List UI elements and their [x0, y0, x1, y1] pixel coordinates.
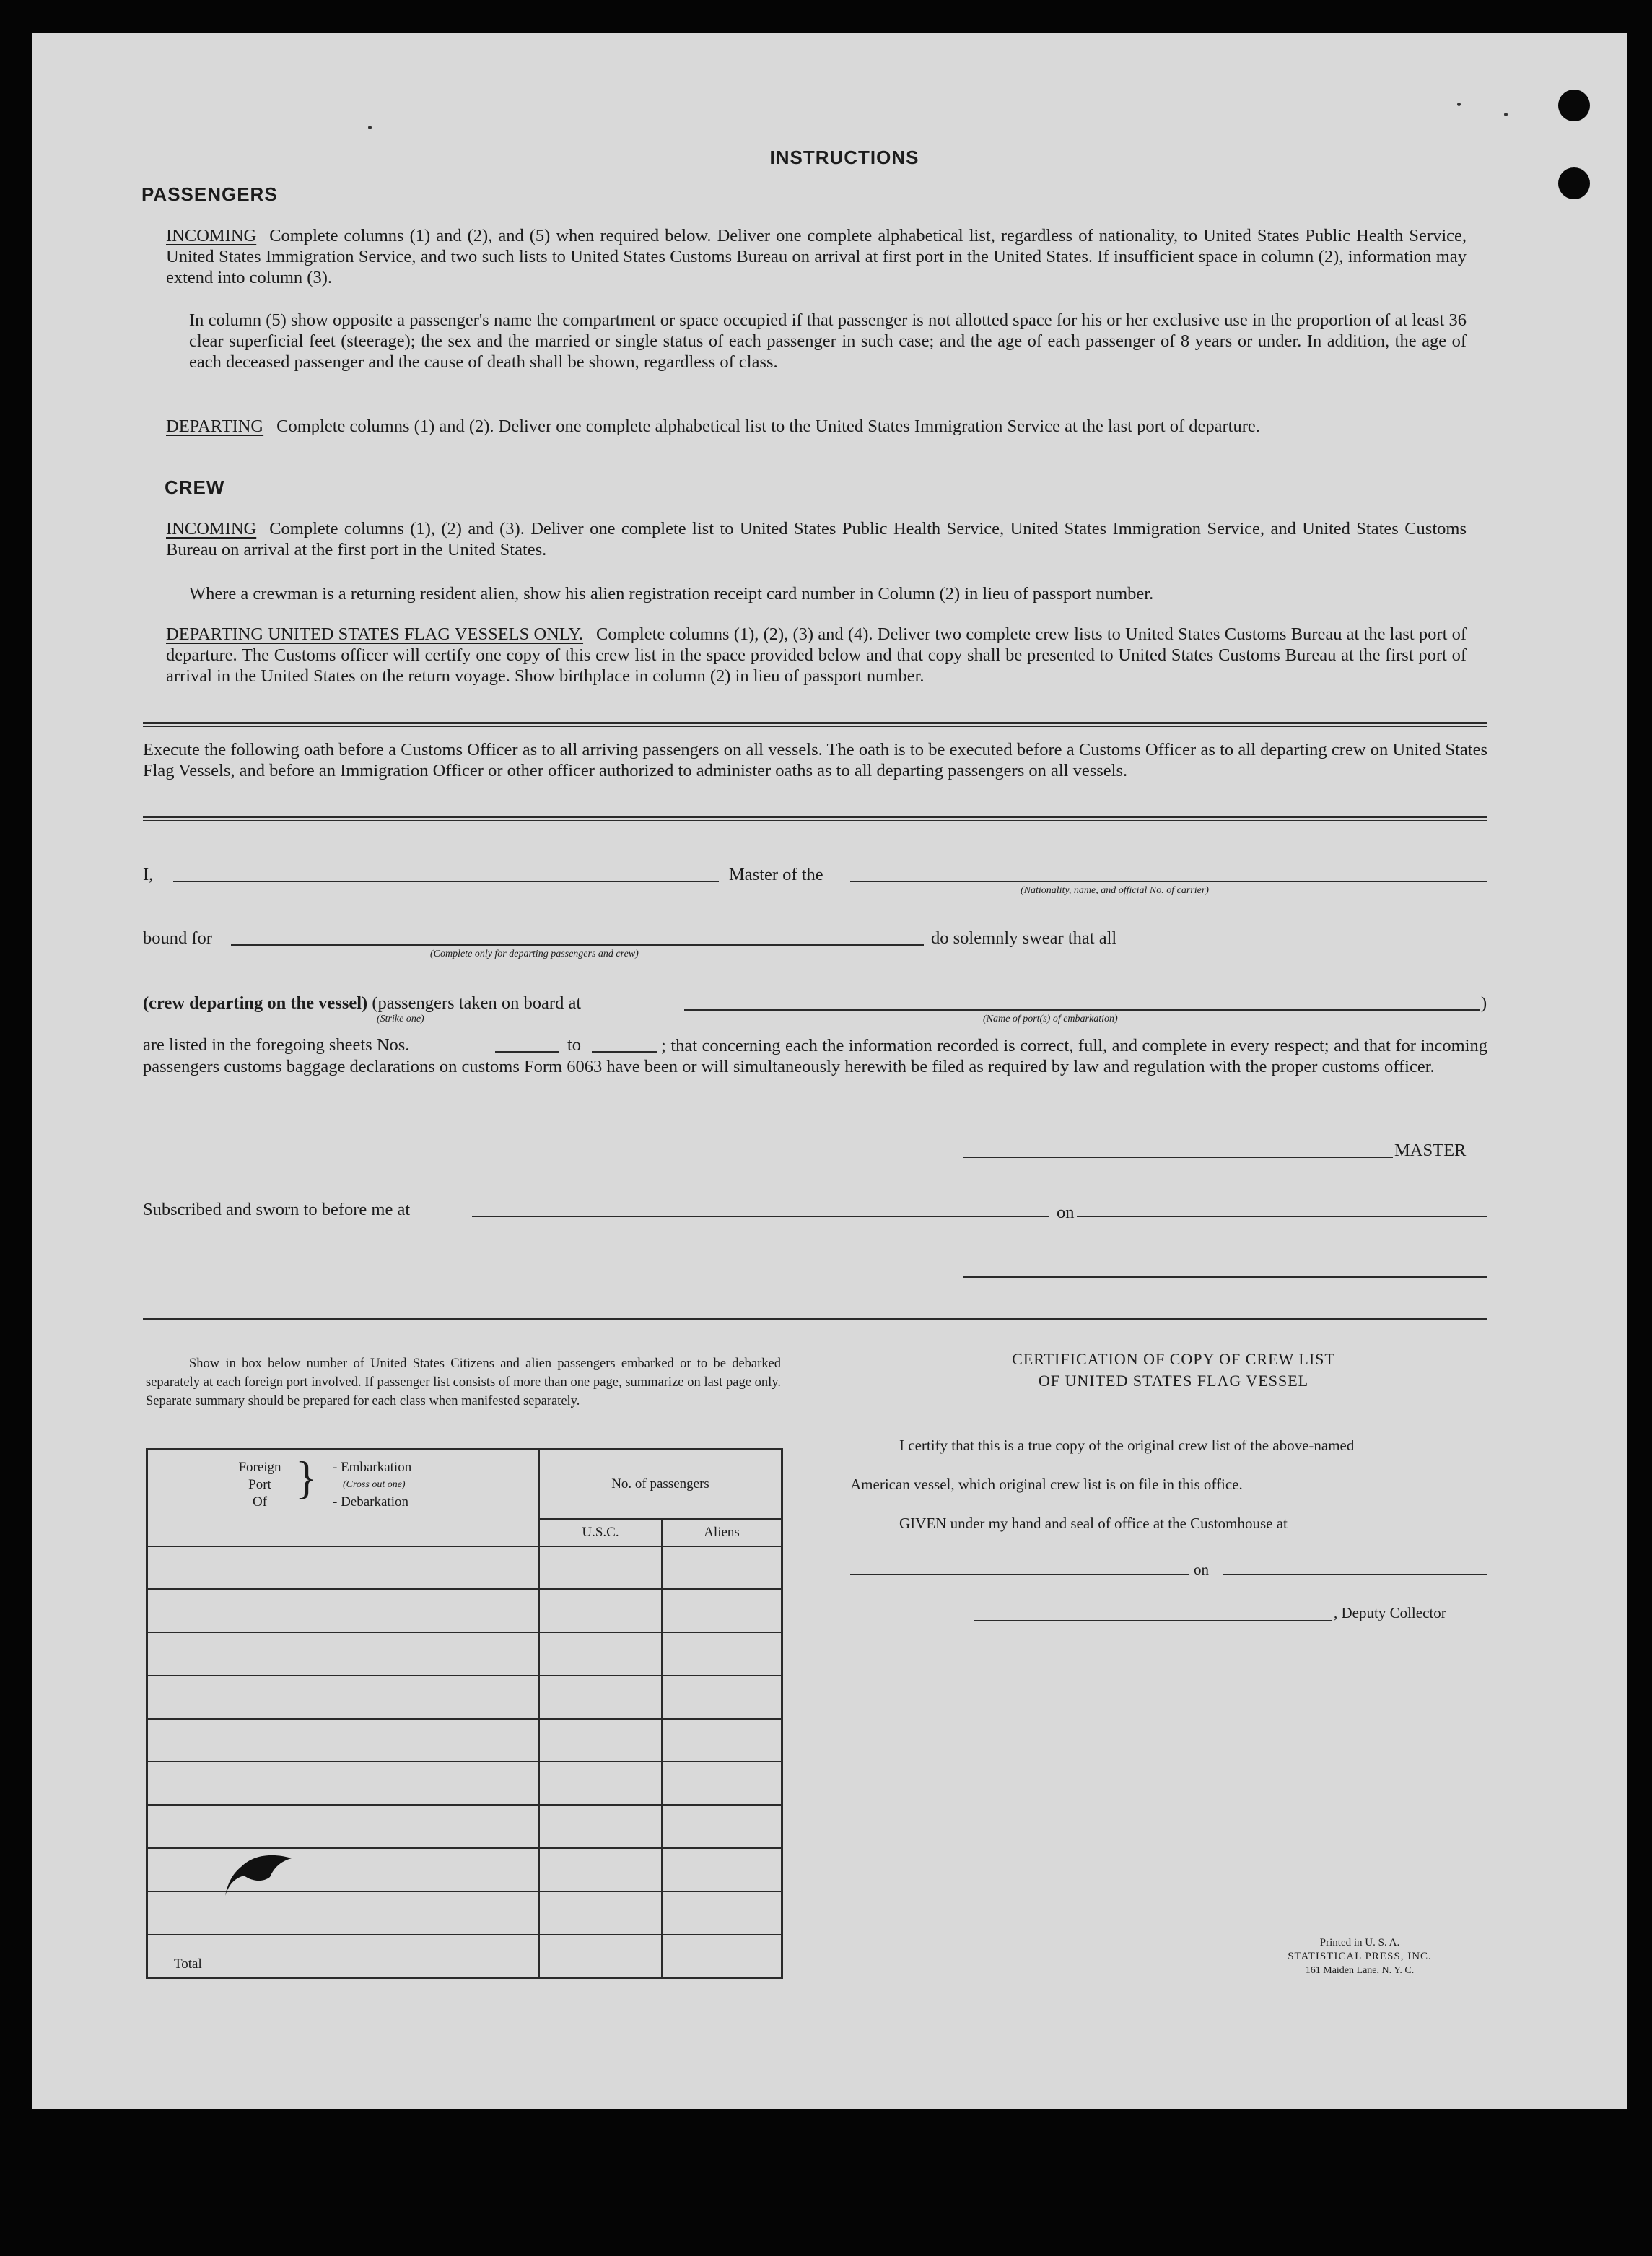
total-label: Total: [174, 1956, 202, 1972]
port-cell[interactable]: [147, 1719, 540, 1762]
table-row: [147, 1761, 782, 1805]
usc-cell[interactable]: [539, 1761, 662, 1805]
bound-for-caption: (Complete only for departing passengers and crew): [430, 949, 639, 959]
printer-line1: Printed in U. S. A.: [1319, 1937, 1400, 1948]
certification-title: [943, 1349, 1404, 1392]
port-cell[interactable]: [147, 1546, 540, 1590]
printer-line2: STATISTICAL PRESS, INC.: [1288, 1951, 1432, 1962]
port-cell[interactable]: [147, 1761, 540, 1805]
aliens-cell[interactable]: [662, 1761, 782, 1805]
passengers-departing-label: DEPARTING: [166, 417, 264, 436]
usc-cell[interactable]: [539, 1805, 662, 1848]
oath-statement-text: ; that concerning each the information recorded is correct, full, and complete in every respect; and that for incoming passengers customs baggage declarations on customs Form 6063 have been or will simultaneously herewith be filed as required by law and regulation with the proper customs officer.: [143, 1036, 1487, 1076]
summary-instruction: Show in box below number of United States Citizens and alien passengers embarked or to be debarked separately at each foreign port involved. If passenger list consists of more than one page, summarize on last page only. Separate summary should be prepared for each class when manifested separately.: [146, 1356, 781, 1408]
table-row: [147, 1719, 782, 1762]
solemnly-swear-label: do solemnly swear that all: [931, 928, 1117, 948]
foreign-label: Foreign: [238, 1460, 281, 1475]
port-cell[interactable]: [147, 1805, 540, 1848]
port-cell[interactable]: [147, 1676, 540, 1719]
usc-cell[interactable]: [539, 1891, 662, 1935]
aliens-cell[interactable]: [662, 1848, 782, 1891]
total-cell: [147, 1935, 540, 1978]
aliens-cell[interactable]: [662, 1546, 782, 1590]
sheets-label: are listed in the foregoing sheets Nos.: [143, 1035, 410, 1055]
subscribed-label: Subscribed and sworn to before me at: [143, 1200, 411, 1219]
usc-cell[interactable]: [539, 1676, 662, 1719]
speck: [1457, 103, 1461, 106]
customhouse-field[interactable]: [850, 1574, 1189, 1575]
officer-signature-field[interactable]: [963, 1276, 1487, 1278]
aliens-cell[interactable]: [662, 1632, 782, 1676]
deputy-collector-label: , Deputy Collector: [1334, 1604, 1446, 1621]
no-of-passengers-header: No. of passengers: [539, 1450, 782, 1519]
brace-icon: }: [295, 1452, 318, 1503]
aliens-cell[interactable]: [662, 1676, 782, 1719]
crew-departing-option: [143, 993, 581, 1014]
aliens-cell[interactable]: [662, 1589, 782, 1632]
master-name-field[interactable]: [173, 881, 719, 882]
port-field[interactable]: [684, 1009, 1480, 1011]
master-of-the-label: Master of the: [729, 865, 823, 884]
deputy-collector-signature-field[interactable]: [974, 1620, 1332, 1621]
crew-incoming-instruction: [166, 518, 1467, 560]
sworn-on-field[interactable]: [1077, 1216, 1487, 1217]
speck: [368, 126, 372, 129]
printer-imprint: [1251, 1936, 1468, 1977]
passengers-incoming-label: INCOMING: [166, 226, 257, 245]
bound-for-field[interactable]: [231, 944, 924, 946]
usc-header: U.S.C.: [539, 1519, 662, 1546]
aliens-cell[interactable]: [662, 1891, 782, 1935]
cert-date-field[interactable]: [1223, 1574, 1487, 1575]
strike-one-caption: (Strike one): [377, 1014, 424, 1024]
passengers-column5-instruction: In column (5) show opposite a passenger's name the compartment or space occupied if that passenger is not allotted space for his or her exclusive use in the proportion of at least 36 clear superficial feet (steerage); the sex and the married or single status of each passenger in such case; and the age of each passenger of 8 years or under. In addition, the age of each deceased passenger and the cause of death shall be shown, regardless of class.: [189, 310, 1467, 372]
certify-line-2: American vessel, which original crew list is on file in this office.: [850, 1476, 1243, 1493]
table-row: [147, 1546, 782, 1590]
usc-cell[interactable]: [539, 1632, 662, 1676]
crew-departing-text: (crew departing on the vessel): [143, 993, 368, 1013]
total-row: [147, 1935, 782, 1978]
instructions-title: INSTRUCTIONS: [769, 147, 919, 168]
bound-for-label: bound for: [143, 928, 212, 948]
crew-departing-label: DEPARTING UNITED STATES FLAG VESSELS ONLY.: [166, 624, 584, 644]
passengers-heading: PASSENGERS: [141, 183, 278, 205]
passengers-departing-text: Complete columns (1) and (2). Deliver one complete alphabetical list to the United States Immigration Service at the last port of departure.: [276, 417, 1260, 436]
crew-departing-instruction: [166, 624, 1467, 687]
embarkation-label: - Embarkation: [333, 1460, 412, 1475]
divider-rule: [143, 816, 1487, 821]
debarkation-label: - Debarkation: [333, 1494, 408, 1510]
divider-rule: [143, 722, 1487, 727]
usc-cell[interactable]: [539, 1848, 662, 1891]
sworn-at-field[interactable]: [472, 1216, 1049, 1217]
ink-blot: [212, 1838, 313, 1903]
oath-instruction: Execute the following oath before a Customs Officer as to all arriving passengers on all vessels. The oath is to be executed before a Customs Officer as to all departing crew on United States Flag Vessels, and before an Immigration Officer or other officer authorized to administer oaths as to all departing passengers on all vessels.: [143, 740, 1487, 780]
master-signature-field[interactable]: [963, 1157, 1393, 1158]
master-label: MASTER: [1394, 1141, 1467, 1160]
cert-on-label: on: [1194, 1561, 1209, 1578]
usc-total-cell[interactable]: [539, 1935, 662, 1978]
oath-statement: [143, 1035, 1487, 1077]
printer-line3: 161 Maiden Lane, N. Y. C.: [1305, 1965, 1415, 1976]
table-row: [147, 1632, 782, 1676]
table-row: [147, 1676, 782, 1719]
crew-resident-instruction: Where a crewman is a returning resident alien, show his alien registration receipt card number in Column (2) in lieu of passport number.: [189, 584, 1154, 604]
oath-i-label: I,: [143, 865, 154, 884]
usc-cell[interactable]: [539, 1589, 662, 1632]
port-label: Port: [248, 1477, 271, 1492]
table-row: [147, 1589, 782, 1632]
cross-out-caption: (Cross out one): [343, 1479, 406, 1490]
certification-title-line2: OF UNITED STATES FLAG VESSEL: [1038, 1372, 1309, 1390]
port-cell[interactable]: [147, 1589, 540, 1632]
aliens-header: Aliens: [662, 1519, 782, 1546]
on-label: on: [1057, 1203, 1075, 1222]
port-caption: (Name of port(s) of embarkation): [983, 1014, 1118, 1024]
passengers-incoming-text: Complete columns (1) and (2), and (5) when required below. Deliver one complete alphabetical list, regardless of nationality, to United States Public Health Service, United States Immigration Service, and two such lists to United States Customs Bureau on arrival at first port in the United States. If insufficient space in column (2), information may extend into column (3).: [166, 226, 1467, 287]
close-paren: ): [1481, 993, 1487, 1013]
crew-incoming-label: INCOMING: [166, 519, 257, 539]
punch-hole-bottom: [1558, 167, 1590, 199]
divider-rule: [143, 1318, 1487, 1323]
crew-incoming-text: Complete columns (1), (2) and (3). Deliver one complete list to United States Public Health Service, United States Immigration Service, and United States Customs Bureau on arrival at the first port in the United States.: [166, 519, 1467, 559]
port-header-cell: [147, 1450, 540, 1546]
nationality-caption: (Nationality, name, and official No. of carrier): [1021, 885, 1209, 896]
crew-departing-text: Complete columns (1), (2), (3) and (4). Deliver two complete crew lists to United States Customs Bureau at the last port of departure. The Customs officer will certify one copy of this crew list in the space provided below and that copy shall be presented to United States Customs Bureau at the first port of arrival in the United States on the return voyage. Show birthplace in column (2) in lieu of passport number.: [166, 624, 1467, 686]
passengers-departing-instruction: [166, 416, 1467, 437]
passengers-incoming-instruction: [166, 225, 1467, 288]
usc-cell[interactable]: [539, 1546, 662, 1590]
punch-hole-top: [1558, 90, 1590, 121]
port-cell[interactable]: [147, 1632, 540, 1676]
port-cell[interactable]: [147, 1848, 540, 1891]
vessel-field[interactable]: [850, 881, 1487, 882]
passengers-taken-text: (passengers taken on board at: [372, 993, 582, 1013]
to-label: to: [567, 1035, 582, 1055]
speck: [1504, 113, 1508, 116]
aliens-cell[interactable]: [662, 1805, 782, 1848]
aliens-total-cell[interactable]: [662, 1935, 782, 1978]
of-label: Of: [252, 1494, 268, 1510]
certification-title-line1: CERTIFICATION OF COPY OF CREW LIST: [1012, 1350, 1335, 1368]
certify-line-1: I certify that this is a true copy of the original crew list of the above-named: [899, 1437, 1355, 1454]
given-line: GIVEN under my hand and seal of office at the Customhouse at: [899, 1515, 1288, 1532]
crew-heading: CREW: [165, 476, 225, 498]
usc-cell[interactable]: [539, 1719, 662, 1762]
aliens-cell[interactable]: [662, 1719, 782, 1762]
form-sheet: [32, 33, 1627, 2109]
port-cell[interactable]: [147, 1891, 540, 1935]
